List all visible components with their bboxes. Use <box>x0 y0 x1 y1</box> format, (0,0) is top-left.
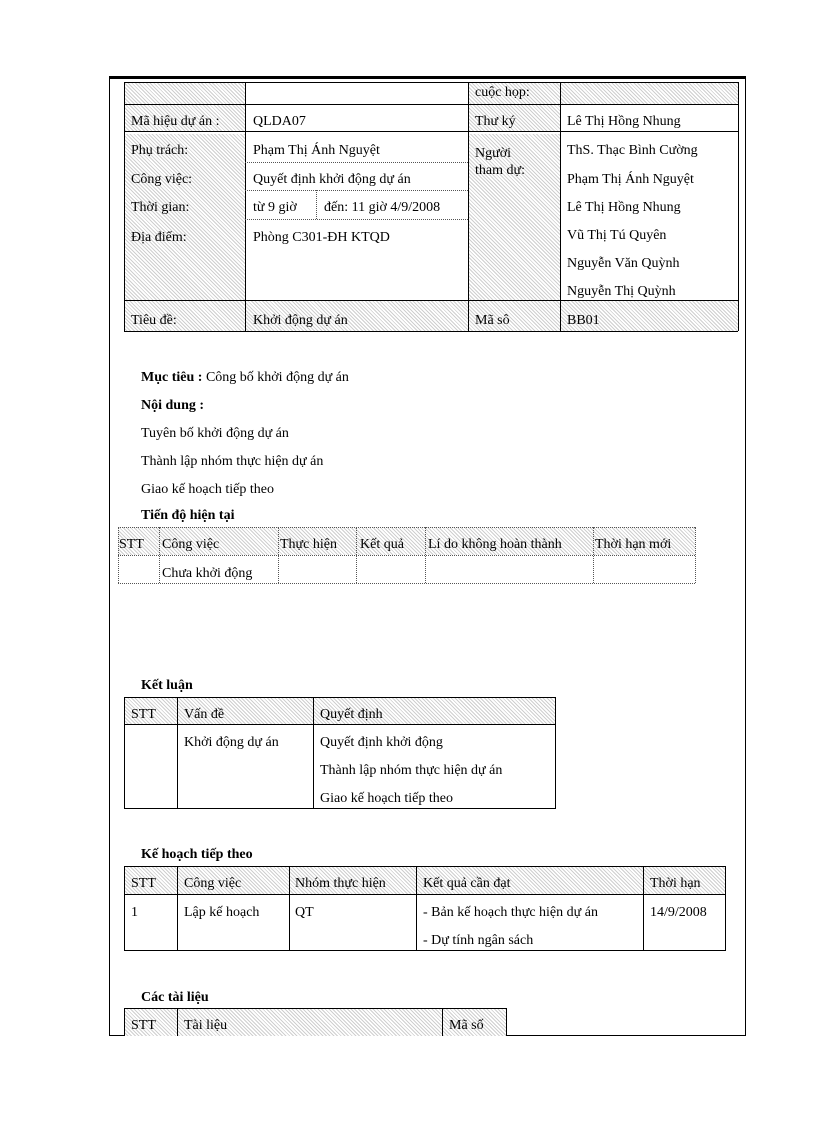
ke-hoach-line <box>643 866 644 951</box>
ke-hoach-line <box>177 866 178 951</box>
tien-do-header-stt: STT <box>119 537 144 552</box>
ma-so-label: Mã sô <box>475 313 510 328</box>
attendee-name: Lê Thị Hồng Nhung <box>567 200 681 215</box>
header-dotted-line <box>245 219 468 220</box>
ket-luan-title: Kết luận <box>141 678 193 693</box>
ke-hoach-cell-cong-viec: Lập kế hoạch <box>184 905 260 920</box>
tai-lieu-header-tai-lieu: Tài liệu <box>184 1018 228 1033</box>
thoi-gian-to: đến: 11 giờ 4/9/2008 <box>324 200 441 215</box>
tien-do-header-li-do: Lí do không hoàn thành <box>428 537 562 552</box>
header-line <box>124 104 738 105</box>
ke-hoach-header-nhom: Nhóm thực hiện <box>295 876 386 891</box>
ma-so-value: BB01 <box>567 313 600 328</box>
header-dotted-line <box>245 190 468 191</box>
tien-do-line <box>118 527 695 528</box>
attendee-name: Vũ Thị Tú Quyên <box>567 228 667 243</box>
muc-tieu-label: Mục tiêu : <box>141 370 203 385</box>
nguoi-tham-du-label-2: tham dự: <box>475 163 525 178</box>
tai-lieu-header-ma-so: Mã số <box>449 1018 484 1033</box>
ke-hoach-cell-ket-qua: - Bản kế hoạch thực hiện dự án <box>423 905 598 920</box>
ket-luan-line <box>177 697 178 809</box>
tieu-de-label: Tiêu đề: <box>131 313 177 328</box>
tien-do-cell-cong-viec: Chưa khởi động <box>162 566 253 581</box>
ke-hoach-header-cong-viec: Công việc <box>184 876 242 891</box>
thoi-gian-label: Thời gian: <box>131 200 190 215</box>
tien-do-line <box>118 555 695 556</box>
tai-lieu-line <box>124 1008 507 1009</box>
header-dotted-line <box>245 162 468 163</box>
attendee-name: Nguyễn Văn Quỳnh <box>567 256 680 271</box>
cong-viec-label: Công việc: <box>131 172 193 187</box>
tien-do-header-thoi-han-moi: Thời hạn mới <box>595 537 672 552</box>
ket-luan-line <box>313 697 314 809</box>
header-row0-hatch <box>124 82 245 104</box>
ket-luan-quyet-dinh: Thành lập nhóm thực hiện dự án <box>320 763 503 778</box>
header-dotted-line <box>316 190 317 219</box>
tien-do-header-cong-viec: Công việc <box>162 537 220 552</box>
thoi-gian-from: từ 9 giờ <box>253 200 297 215</box>
header-row0-hatch-3 <box>560 82 738 104</box>
phu-trach-value: Phạm Thị Ánh Nguyệt <box>253 143 380 158</box>
attendee-name: Nguyễn Thị Quỳnh <box>567 284 676 299</box>
ket-luan-quyet-dinh: Giao kế hoạch tiếp theo <box>320 791 453 806</box>
header-line <box>560 82 561 331</box>
muc-tieu-line <box>141 370 349 386</box>
ke-hoach-header-ket-qua: Kết quả cần đạt <box>423 876 511 891</box>
ke-hoach-header-stt: STT <box>131 876 156 891</box>
noi-dung-label: Nội dung : <box>141 398 205 413</box>
noi-dung-item: Giao kế hoạch tiếp theo <box>141 482 274 497</box>
tien-do-line <box>159 527 160 583</box>
attendee-name: Phạm Thị Ánh Nguyệt <box>567 172 694 187</box>
tai-lieu-title: Các tài liệu <box>141 990 209 1005</box>
header-line <box>124 331 738 332</box>
ke-hoach-cell-stt: 1 <box>131 905 138 920</box>
tieu-de-row-hatch <box>124 301 738 331</box>
ket-luan-header-van-de: Vấn đề <box>184 707 225 722</box>
tai-lieu-line <box>442 1008 443 1036</box>
tien-do-title: Tiến độ hiện tại <box>141 508 235 523</box>
header-line <box>124 300 738 301</box>
cuoc-hop-label: cuộc họp: <box>475 85 530 100</box>
tien-do-line <box>118 527 119 583</box>
ke-hoach-line <box>416 866 417 951</box>
header-line <box>738 82 739 331</box>
tien-do-header-ket-qua: Kết quả <box>360 537 404 552</box>
ma-hieu-label: Mã hiệu dự án : <box>131 114 220 129</box>
attendee-name: ThS. Thạc Bình Cường <box>567 143 698 158</box>
tai-lieu-line <box>177 1008 178 1036</box>
tien-do-header-thuc-hien: Thực hiện <box>280 537 337 552</box>
ket-luan-quyet-dinh: Quyết định khởi động <box>320 735 443 750</box>
header-line <box>124 131 738 132</box>
header-line <box>468 82 469 331</box>
ke-hoach-header-thoi-han: Thời hạn <box>650 876 701 891</box>
ke-hoach-line <box>289 866 290 951</box>
tien-do-line <box>425 527 426 583</box>
ke-hoach-title: Kế hoạch tiếp theo <box>141 847 253 862</box>
tai-lieu-line <box>124 1008 125 1036</box>
tien-do-line <box>278 527 279 583</box>
ke-hoach-cell-thoi-han: 14/9/2008 <box>650 905 707 920</box>
ket-luan-van-de: Khởi động dự án <box>184 735 279 750</box>
tai-lieu-line <box>506 1008 507 1036</box>
tien-do-line <box>695 527 696 583</box>
dia-diem-value: Phòng C301-ĐH KTQD <box>253 230 390 245</box>
ma-hieu-value: QLDA07 <box>253 114 306 129</box>
tai-lieu-header-stt: STT <box>131 1018 156 1033</box>
cong-viec-value: Quyết định khởi động dự án <box>253 172 411 187</box>
dia-diem-label: Địa điểm: <box>131 230 187 245</box>
ket-luan-header-quyet-dinh: Quyết định <box>320 707 383 722</box>
phu-trach-label: Phụ trách: <box>131 143 189 158</box>
tien-do-line <box>356 527 357 583</box>
ke-hoach-line <box>124 894 726 895</box>
ke-hoach-cell-ket-qua: - Dự tính ngân sách <box>423 933 534 948</box>
nguoi-tham-du-label-1: Người <box>475 146 511 161</box>
header-line <box>124 82 125 331</box>
ke-hoach-cell-nhom: QT <box>295 905 314 920</box>
thu-ky-value: Lê Thị Hồng Nhung <box>567 114 681 129</box>
tieu-de-value: Khởi động dự án <box>253 313 348 328</box>
tien-do-line <box>118 583 695 584</box>
ket-luan-header-stt: STT <box>131 707 156 722</box>
ket-luan-line <box>124 724 556 725</box>
header-line <box>245 82 246 331</box>
muc-tieu-text: Công bố khởi động dự án <box>205 370 349 385</box>
noi-dung-item: Tuyên bố khởi động dự án <box>141 426 289 441</box>
noi-dung-item: Thành lập nhóm thực hiện dự án <box>141 454 324 469</box>
tien-do-line <box>593 527 594 583</box>
header-line <box>124 82 738 83</box>
thu-ky-label: Thư ký <box>475 114 516 129</box>
